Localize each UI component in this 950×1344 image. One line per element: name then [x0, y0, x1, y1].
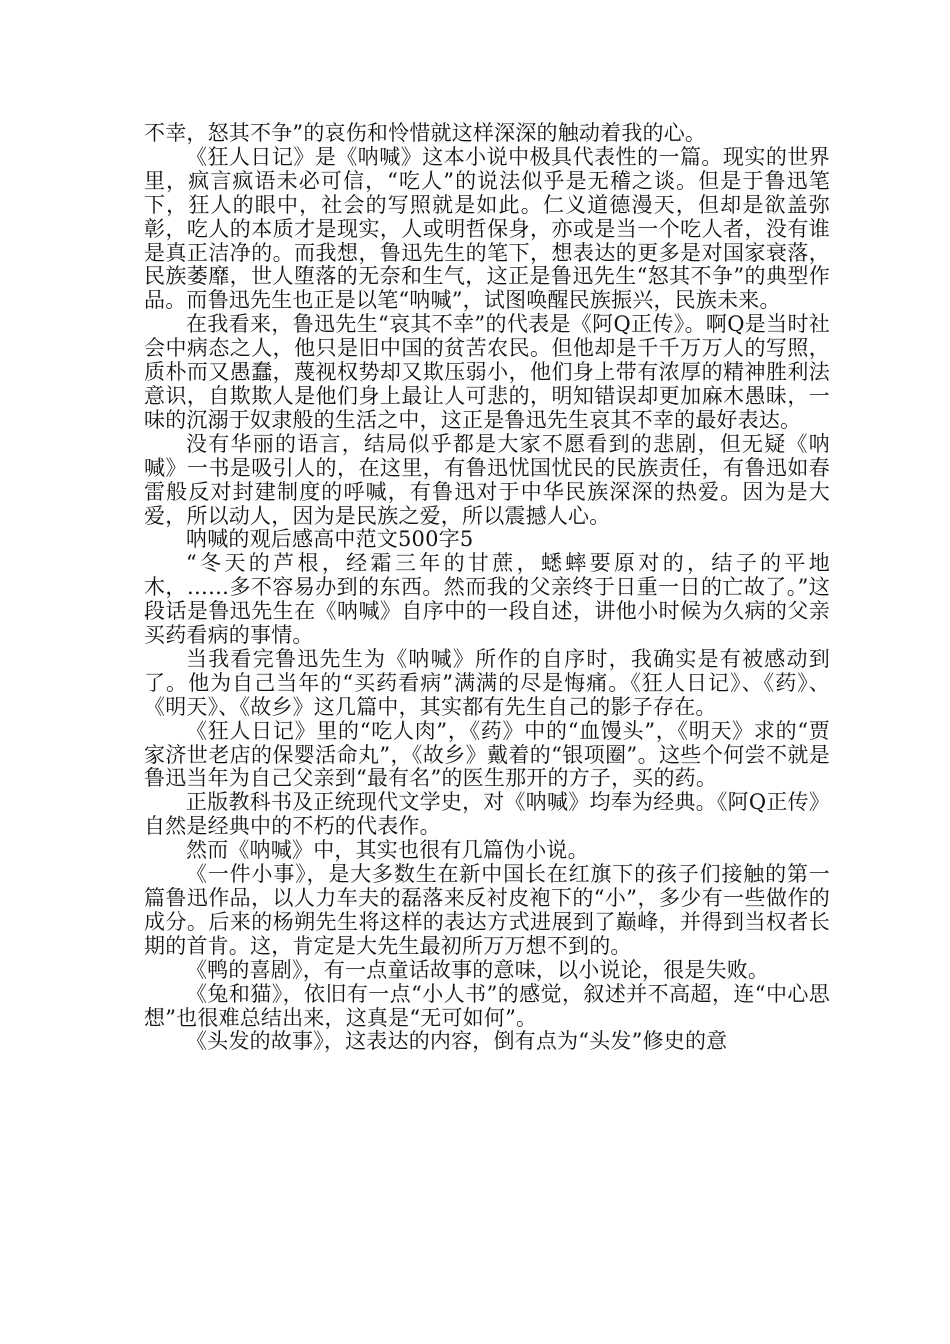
paragraph: 《头发的故事》，这表达的内容，倒有点为“头发”修史的意 — [186, 1029, 728, 1054]
paragraph: 《鸭的喜剧》，有一点童话故事的意味，以小说论，很是失败。 — [186, 957, 770, 982]
paragraph: “冬天的芦根，经霜三年的甘蔗，蟋蟀要原对的，结子的平地木，……多不容易办到的东西。然而我的父亲终于日重一日的亡故了。”这段话是鲁迅先生在《呐喊》自序中的一段自述，讲他小时候为久病的父亲买药看病的事情。 — [144, 551, 830, 648]
paragraph: 《兔和猫》，依旧有一点“小人书”的感觉，叙述并不高超，连“中心思想”也很难总结出来，这真是“无可如何”。 — [144, 981, 830, 1030]
paragraph: 当我看完鲁迅先生为《呐喊》所作的自序时，我确实是有被感动到了。他为自己当年的“买药看病”满满的尽是悔痛。《狂人日记》、《药》、《明天》、《故乡》这几篇中，其实都有先生自己的影子存在。 — [144, 646, 830, 719]
paragraph: 然而《呐喊》中，其实也很有几篇伪小说。 — [186, 838, 589, 863]
paragraph: 在我看来，鲁迅先生“哀其不幸”的代表是《阿Q正传》。啊Q是当时社会中病态之人，他只是旧中国的贫苦农民。但他却是千千万万人的写照，质朴而又愚蠢，蔑视权势却又欺压弱小，他们身上带有浓厚的精神胜利法意识，自欺欺人是他们身上最让人可悲的，明知错误却更加麻木愚昧，一味的沉溺于奴隶般的生活之中，这正是鲁迅先生哀其不幸的最好表达。 — [144, 312, 830, 432]
paragraph: 《一件小事》，是大多数生在新中国长在红旗下的孩子们接触的第一篇鲁迅作品，以人力车夫的磊落来反衬皮袍下的“小”，多少有一些做作的成分。后来的杨朔先生将这样的表达方式进展到了巅峰，并得到当权者长期的首肯。这，肯定是大先生最初所万万想不到的。 — [144, 862, 830, 958]
paragraph: 不幸，怒其不争”的哀伤和怜惜就这样深深的触动着我的心。 — [144, 121, 707, 145]
document-body — [144, 122, 830, 1054]
section-heading: 呐喊的观后感高中范文500字5 — [186, 527, 474, 552]
paragraph: 《狂人日记》里的“吃人肉”，《药》中的“血馒头”，《明天》求的“贾家济世老店的保婴活命丸”，《故乡》戴着的“银项圈”。这些个何尝不就是鲁迅当年为自己父亲到“最有名”的医生那开的方子，买的药。 — [144, 718, 830, 791]
paragraph: 正版教科书及正统现代文学史，对《呐喊》均奉为经典。《阿Q正传》自然是经典中的不朽的代表作。 — [144, 790, 830, 839]
paragraph: 没有华丽的语言，结局似乎都是大家不愿看到的悲剧，但无疑《呐喊》一书是吸引人的，在这里，有鲁迅忧国忧民的民族责任，有鲁迅如春雷般反对封建制度的呼喊，有鲁迅对于中华民族深深的热爱。因为是大爱，所以动人，因为是民族之爱，所以震撼人心。 — [144, 431, 830, 528]
paragraph: 《狂人日记》是《呐喊》这本小说中极具代表性的一篇。现实的世界里，疯言疯语未必可信，“吃人”的说法似乎是无稽之谈。但是于鲁迅笔下，狂人的眼中，社会的写照就是如此。仁义道德漫天，但却是欲盖弥彰，吃人的本质才是现实，人或明哲保身，亦或是当一个吃人者，没有谁是真正洁净的。而我想，鲁迅先生的笔下，想表达的更多是对国家衰落，民族萎靡，世人堕落的无奈和生气，这正是鲁迅先生“怒其不争”的典型作品。而鲁迅先生也正是以笔“呐喊”，试图唤醒民族振兴，民族未来。 — [144, 144, 830, 313]
